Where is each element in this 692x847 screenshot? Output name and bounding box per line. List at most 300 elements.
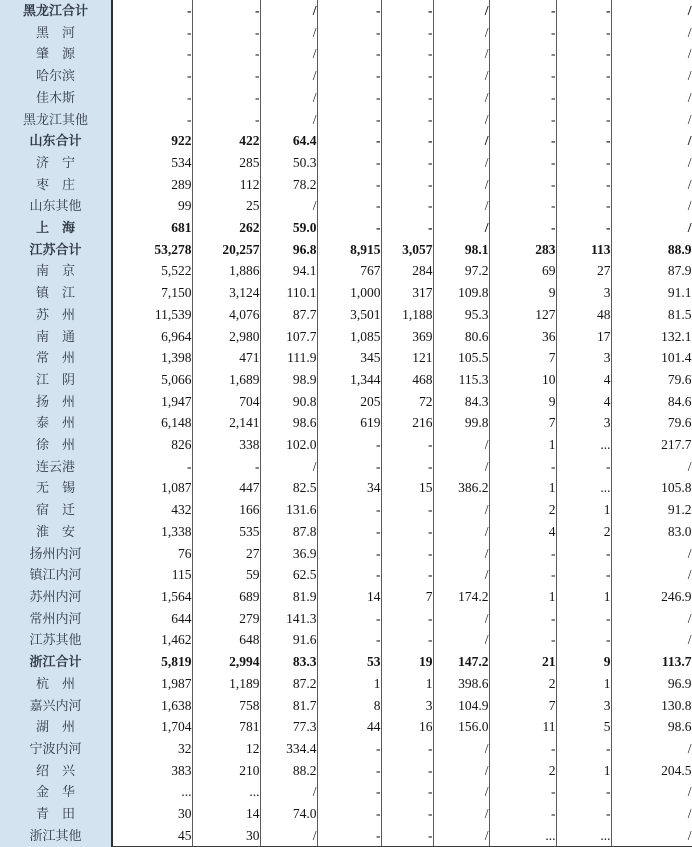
value-cell: -: [317, 22, 381, 44]
table-row: [0, 629, 692, 651]
value-cell: 471: [192, 347, 260, 369]
value-cell: 1,689: [192, 369, 260, 391]
value-cell: 1: [489, 477, 556, 499]
row-label: 江苏其他: [0, 629, 112, 651]
value-cell: /: [433, 781, 489, 803]
table-row: [0, 499, 692, 521]
value-cell: 98.6: [260, 412, 317, 434]
value-cell: 121: [381, 347, 433, 369]
value-cell: 689: [192, 586, 260, 608]
value-cell: /: [433, 109, 489, 131]
value-cell: /: [611, 629, 692, 651]
value-cell: 30: [192, 825, 260, 847]
value-cell: -: [489, 65, 556, 87]
value-cell: 1,000: [317, 282, 381, 304]
value-cell: 131.6: [260, 499, 317, 521]
value-cell: /: [260, 456, 317, 478]
value-cell: -: [192, 65, 260, 87]
value-cell: -: [112, 456, 192, 478]
value-cell: 79.6: [611, 369, 692, 391]
value-cell: -: [317, 803, 381, 825]
value-cell: /: [611, 195, 692, 217]
value-cell: /: [433, 543, 489, 565]
value-cell: -: [556, 65, 611, 87]
row-label: 浙江合计: [0, 651, 112, 673]
row-label: 黑龙江合计: [0, 0, 112, 22]
value-cell: 2: [489, 760, 556, 782]
value-cell: /: [433, 87, 489, 109]
value-cell: -: [381, 22, 433, 44]
value-cell: 166: [192, 499, 260, 521]
row-label: 苏 州: [0, 304, 112, 326]
value-cell: 345: [317, 347, 381, 369]
value-cell: 91.1: [611, 282, 692, 304]
value-cell: /: [433, 152, 489, 174]
value-cell: 90.8: [260, 391, 317, 413]
value-cell: -: [556, 217, 611, 239]
value-cell: -: [381, 803, 433, 825]
row-label: 金 华: [0, 781, 112, 803]
value-cell: 69: [489, 260, 556, 282]
value-cell: /: [611, 825, 692, 847]
value-cell: -: [489, 87, 556, 109]
value-cell: -: [317, 195, 381, 217]
value-cell: 174.2: [433, 586, 489, 608]
value-cell: 36: [489, 326, 556, 348]
value-cell: 1: [556, 760, 611, 782]
value-cell: 19: [381, 651, 433, 673]
table-row: [0, 695, 692, 717]
row-label: 山东其他: [0, 195, 112, 217]
value-cell: 4: [556, 391, 611, 413]
value-cell: 6,148: [112, 412, 192, 434]
table-row: [0, 456, 692, 478]
value-cell: 36.9: [260, 543, 317, 565]
value-cell: -: [556, 456, 611, 478]
value-cell: 87.2: [260, 673, 317, 695]
value-cell: 8: [317, 695, 381, 717]
value-cell: -: [381, 174, 433, 196]
value-cell: -: [489, 174, 556, 196]
value-cell: 12: [192, 738, 260, 760]
value-cell: 113: [556, 239, 611, 261]
value-cell: /: [611, 174, 692, 196]
value-cell: 84.3: [433, 391, 489, 413]
value-cell: 7: [381, 586, 433, 608]
value-cell: 217.7: [611, 434, 692, 456]
value-cell: 704: [192, 391, 260, 413]
value-cell: 826: [112, 434, 192, 456]
value-cell: -: [556, 543, 611, 565]
value-cell: 285: [192, 152, 260, 174]
table-row: [0, 282, 692, 304]
value-cell: -: [489, 629, 556, 651]
value-cell: 2: [489, 673, 556, 695]
row-label: 宁波内河: [0, 738, 112, 760]
value-cell: 4: [556, 369, 611, 391]
table-row: [0, 109, 692, 131]
value-cell: /: [611, 456, 692, 478]
value-cell: -: [556, 152, 611, 174]
value-cell: -: [381, 521, 433, 543]
value-cell: -: [489, 43, 556, 65]
value-cell: 96.9: [611, 673, 692, 695]
value-cell: /: [260, 22, 317, 44]
value-cell: /: [260, 0, 317, 22]
row-label: 黑 河: [0, 22, 112, 44]
value-cell: 216: [381, 412, 433, 434]
value-cell: 1,564: [112, 586, 192, 608]
value-cell: 334.4: [260, 738, 317, 760]
value-cell: -: [112, 65, 192, 87]
value-cell: -: [317, 825, 381, 847]
row-label: 绍 兴: [0, 760, 112, 782]
value-cell: -: [317, 738, 381, 760]
value-cell: /: [611, 87, 692, 109]
value-cell: /: [260, 43, 317, 65]
row-label: 浙江其他: [0, 825, 112, 847]
value-cell: ...: [556, 825, 611, 847]
value-cell: -: [381, 825, 433, 847]
row-label: 宿 迁: [0, 499, 112, 521]
value-cell: -: [317, 87, 381, 109]
value-cell: 141.3: [260, 608, 317, 630]
value-cell: -: [489, 456, 556, 478]
row-label: 连云港: [0, 456, 112, 478]
value-cell: /: [611, 43, 692, 65]
value-cell: 91.2: [611, 499, 692, 521]
value-cell: 25: [192, 195, 260, 217]
value-cell: -: [556, 43, 611, 65]
table-row: [0, 260, 692, 282]
row-label: 淮 安: [0, 521, 112, 543]
value-cell: -: [381, 499, 433, 521]
value-cell: 1,947: [112, 391, 192, 413]
row-label: 南 京: [0, 260, 112, 282]
value-cell: 156.0: [433, 716, 489, 738]
value-cell: 20,257: [192, 239, 260, 261]
value-cell: 284: [381, 260, 433, 282]
value-cell: 2: [556, 521, 611, 543]
table-row: [0, 716, 692, 738]
table-row: [0, 65, 692, 87]
value-cell: 279: [192, 608, 260, 630]
value-cell: 83.0: [611, 521, 692, 543]
value-cell: 97.2: [433, 260, 489, 282]
value-cell: 72: [381, 391, 433, 413]
value-cell: 1,638: [112, 695, 192, 717]
value-cell: /: [433, 174, 489, 196]
value-cell: 14: [317, 586, 381, 608]
value-cell: -: [317, 217, 381, 239]
value-cell: -: [192, 456, 260, 478]
value-cell: 81.9: [260, 586, 317, 608]
row-label: 济 宁: [0, 152, 112, 174]
value-cell: 27: [556, 260, 611, 282]
value-cell: -: [489, 22, 556, 44]
value-cell: 1,087: [112, 477, 192, 499]
value-cell: -: [556, 608, 611, 630]
value-cell: -: [317, 629, 381, 651]
value-cell: /: [433, 130, 489, 152]
value-cell: 2: [489, 499, 556, 521]
value-cell: -: [192, 109, 260, 131]
value-cell: 11: [489, 716, 556, 738]
value-cell: 147.2: [433, 651, 489, 673]
value-cell: /: [433, 760, 489, 782]
value-cell: 53: [317, 651, 381, 673]
value-cell: 88.2: [260, 760, 317, 782]
value-cell: -: [317, 43, 381, 65]
value-cell: 16: [381, 716, 433, 738]
value-cell: -: [317, 760, 381, 782]
value-cell: /: [611, 803, 692, 825]
row-label: 泰 州: [0, 412, 112, 434]
row-label: 无 锡: [0, 477, 112, 499]
value-cell: 98.6: [611, 716, 692, 738]
value-cell: 3: [556, 412, 611, 434]
table-row: [0, 391, 692, 413]
table-row: [0, 152, 692, 174]
value-cell: /: [260, 825, 317, 847]
value-cell: 386.2: [433, 477, 489, 499]
value-cell: 84.6: [611, 391, 692, 413]
value-cell: 2,994: [192, 651, 260, 673]
value-cell: /: [433, 434, 489, 456]
value-cell: 1,338: [112, 521, 192, 543]
value-cell: 32: [112, 738, 192, 760]
value-cell: 11,539: [112, 304, 192, 326]
value-cell: 64.4: [260, 130, 317, 152]
value-cell: /: [433, 738, 489, 760]
value-cell: -: [192, 87, 260, 109]
value-cell: /: [260, 65, 317, 87]
row-label: 佳木斯: [0, 87, 112, 109]
value-cell: /: [611, 781, 692, 803]
value-cell: 91.6: [260, 629, 317, 651]
value-cell: 115.3: [433, 369, 489, 391]
value-cell: 99.8: [433, 412, 489, 434]
value-cell: 246.9: [611, 586, 692, 608]
value-cell: 398.6: [433, 673, 489, 695]
table-row: [0, 651, 692, 673]
table-row: [0, 217, 692, 239]
value-cell: /: [611, 65, 692, 87]
value-cell: 27: [192, 543, 260, 565]
value-cell: 3,124: [192, 282, 260, 304]
value-cell: -: [489, 109, 556, 131]
value-cell: 317: [381, 282, 433, 304]
value-cell: 1: [556, 673, 611, 695]
row-label: 江 阴: [0, 369, 112, 391]
value-cell: /: [611, 217, 692, 239]
value-cell: -: [381, 456, 433, 478]
table-row: [0, 412, 692, 434]
value-cell: 87.7: [260, 304, 317, 326]
table-row: [0, 434, 692, 456]
row-label: 徐 州: [0, 434, 112, 456]
value-cell: 9: [556, 651, 611, 673]
value-cell: 44: [317, 716, 381, 738]
value-cell: /: [433, 217, 489, 239]
value-cell: 2,980: [192, 326, 260, 348]
value-cell: 88.9: [611, 239, 692, 261]
value-cell: -: [381, 65, 433, 87]
value-cell: 99: [112, 195, 192, 217]
value-cell: 1,462: [112, 629, 192, 651]
value-cell: 3,057: [381, 239, 433, 261]
table-row: [0, 0, 692, 22]
value-cell: 110.1: [260, 282, 317, 304]
value-cell: /: [611, 109, 692, 131]
row-label: 常州内河: [0, 608, 112, 630]
value-cell: 80.6: [433, 326, 489, 348]
value-cell: -: [381, 195, 433, 217]
value-cell: 98.9: [260, 369, 317, 391]
value-cell: 1: [317, 673, 381, 695]
value-cell: -: [317, 109, 381, 131]
value-cell: -: [112, 87, 192, 109]
row-label: 枣 庄: [0, 174, 112, 196]
value-cell: /: [433, 65, 489, 87]
table-row: [0, 87, 692, 109]
value-cell: 59.0: [260, 217, 317, 239]
value-cell: /: [611, 130, 692, 152]
value-cell: 1,704: [112, 716, 192, 738]
value-cell: 6,964: [112, 326, 192, 348]
value-cell: -: [556, 781, 611, 803]
value-cell: -: [317, 434, 381, 456]
table-row: [0, 130, 692, 152]
value-cell: /: [433, 456, 489, 478]
value-cell: -: [381, 608, 433, 630]
value-cell: -: [317, 65, 381, 87]
value-cell: 112: [192, 174, 260, 196]
value-cell: 74.0: [260, 803, 317, 825]
value-cell: 1,987: [112, 673, 192, 695]
value-cell: 45: [112, 825, 192, 847]
value-cell: ...: [489, 825, 556, 847]
value-cell: 3: [381, 695, 433, 717]
value-cell: 1,344: [317, 369, 381, 391]
value-cell: -: [556, 738, 611, 760]
value-cell: 79.6: [611, 412, 692, 434]
value-cell: 1: [381, 673, 433, 695]
value-cell: -: [556, 174, 611, 196]
value-cell: -: [381, 564, 433, 586]
value-cell: 17: [556, 326, 611, 348]
value-cell: -: [381, 629, 433, 651]
value-cell: 338: [192, 434, 260, 456]
value-cell: 758: [192, 695, 260, 717]
value-cell: -: [381, 0, 433, 22]
value-cell: 77.3: [260, 716, 317, 738]
value-cell: 7,150: [112, 282, 192, 304]
value-cell: 204.5: [611, 760, 692, 782]
value-cell: /: [433, 195, 489, 217]
value-cell: ...: [556, 434, 611, 456]
value-cell: 132.1: [611, 326, 692, 348]
table-row: [0, 803, 692, 825]
table-row: [0, 543, 692, 565]
value-cell: -: [192, 22, 260, 44]
row-label: 江苏合计: [0, 239, 112, 261]
value-cell: 1,886: [192, 260, 260, 282]
value-cell: 468: [381, 369, 433, 391]
value-cell: 7: [489, 412, 556, 434]
value-cell: -: [556, 87, 611, 109]
value-cell: 1,188: [381, 304, 433, 326]
value-cell: /: [433, 22, 489, 44]
value-cell: 105.5: [433, 347, 489, 369]
value-cell: -: [381, 217, 433, 239]
value-cell: 5,066: [112, 369, 192, 391]
row-label: 南 通: [0, 326, 112, 348]
value-cell: 111.9: [260, 347, 317, 369]
value-cell: 76: [112, 543, 192, 565]
value-cell: -: [556, 22, 611, 44]
value-cell: /: [433, 521, 489, 543]
value-cell: 30: [112, 803, 192, 825]
value-cell: -: [317, 456, 381, 478]
value-cell: 210: [192, 760, 260, 782]
value-cell: 681: [112, 217, 192, 239]
value-cell: -: [192, 0, 260, 22]
value-cell: -: [317, 499, 381, 521]
value-cell: 9: [489, 282, 556, 304]
value-cell: -: [381, 543, 433, 565]
value-cell: 262: [192, 217, 260, 239]
value-cell: 130.8: [611, 695, 692, 717]
value-cell: -: [556, 0, 611, 22]
table-row: [0, 304, 692, 326]
value-cell: -: [112, 0, 192, 22]
value-cell: 15: [381, 477, 433, 499]
value-cell: 781: [192, 716, 260, 738]
table-row: [0, 586, 692, 608]
value-cell: -: [489, 152, 556, 174]
table-row: [0, 239, 692, 261]
value-cell: -: [489, 564, 556, 586]
value-cell: 94.1: [260, 260, 317, 282]
value-cell: -: [381, 43, 433, 65]
row-label: 上 海: [0, 217, 112, 239]
table-row: [0, 347, 692, 369]
value-cell: -: [317, 0, 381, 22]
value-cell: /: [433, 825, 489, 847]
row-label: 哈尔滨: [0, 65, 112, 87]
value-cell: 104.9: [433, 695, 489, 717]
value-cell: 9: [489, 391, 556, 413]
value-cell: 5,522: [112, 260, 192, 282]
table-row: [0, 825, 692, 847]
row-label: 扬 州: [0, 391, 112, 413]
value-cell: /: [611, 0, 692, 22]
value-cell: 5: [556, 716, 611, 738]
value-cell: -: [489, 195, 556, 217]
table-row: [0, 369, 692, 391]
value-cell: 107.7: [260, 326, 317, 348]
value-cell: /: [433, 608, 489, 630]
value-cell: ...: [192, 781, 260, 803]
value-cell: 422: [192, 130, 260, 152]
value-cell: /: [433, 43, 489, 65]
value-cell: 59: [192, 564, 260, 586]
value-cell: /: [260, 195, 317, 217]
value-cell: -: [317, 152, 381, 174]
value-cell: /: [433, 564, 489, 586]
value-cell: 101.4: [611, 347, 692, 369]
